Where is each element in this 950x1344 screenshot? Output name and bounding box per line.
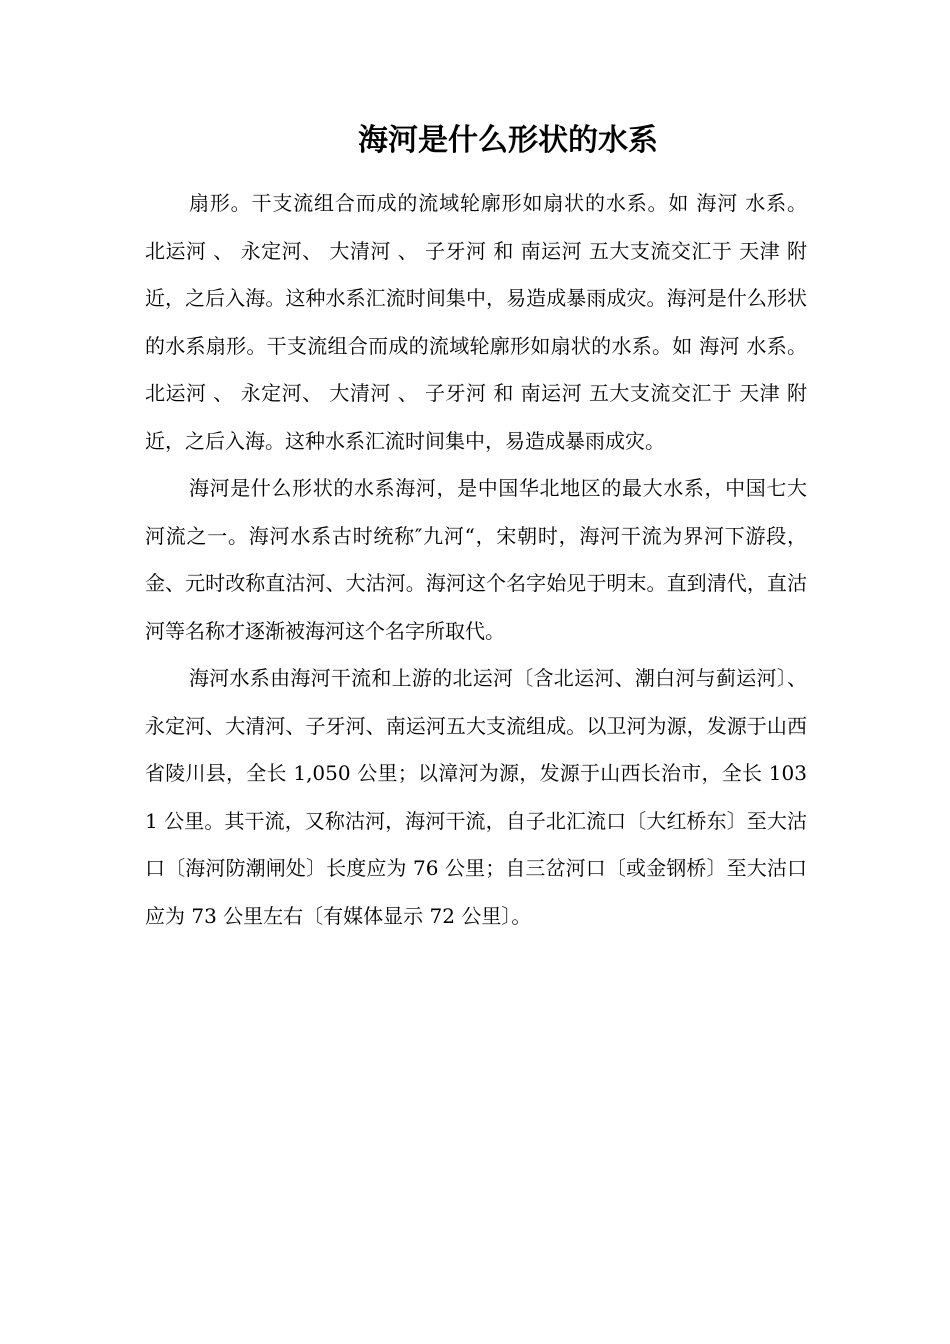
paragraph-1: 扇形。干支流组合而成的流域轮廓形如扇状的水系。如 海河 水系。 北运河 、 永定河、 大清河 、 子牙河 和 南运河 五大支流交汇于 天津 附近，之后入海。这种水系汇流时间集中，易造成暴雨成灾。海河是什么形状的水系扇形。干支流组合而成的流域轮廓形如扇状的水系。如 海河 水系。 北运河 、 永定河、 大清河 、 子牙河 和 南运河 五大支流交汇于 天津 附近，之后入海。这种水系汇流时间集中，易造成暴雨成灾。 bbox=[145, 191, 807, 453]
paragraph-3: 海河水系由海河干流和上游的北运河〔含北运河、潮白河与蓟运河〕、永定河、大清河、子牙河、南运河五大支流组成。以卫河为源，发源于山西省陵川县，全长 1,050 公里；以漳河为源，发源于山西长治市，全长 1031 公里。其干流，又称沽河，海河干流，自子北汇流口〔大红桥东〕至大沽口〔海河防潮闸处〕长度应为 76 公里；自三岔河口〔或金钢桥〕至大沽口应为 73 公里左右〔有媒体显示 72 公里〕。 bbox=[145, 666, 807, 928]
paragraph-2: 海河是什么形状的水系海河，是中国华北地区的最大水系，中国七大河流之一。海河水系古时统称″九河“，宋朝时，海河干流为界河下游段，金、元时改称直沽河、大沽河。海河这个名字始见于明末。直到清代，直沽河等名称才逐渐被海河这个名字所取代。 bbox=[145, 476, 807, 643]
document-title: 海河是什么形状的水系 bbox=[358, 123, 658, 158]
document-body bbox=[145, 180, 807, 940]
